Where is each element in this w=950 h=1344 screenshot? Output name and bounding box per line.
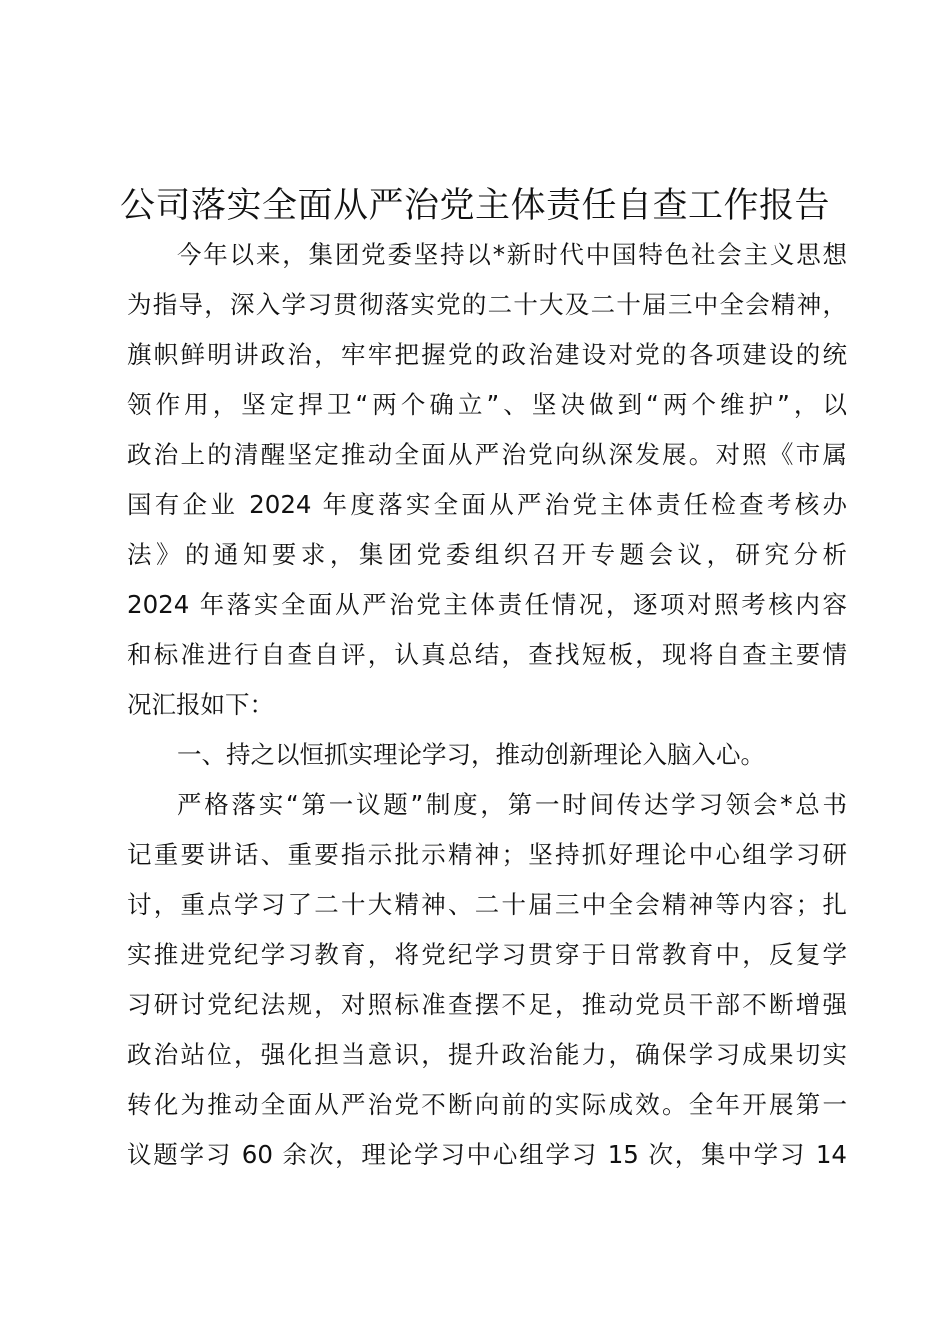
text-line: 实推进党纪学习教育，将党纪学习贯穿于日常教育中，反复学 <box>127 940 847 969</box>
text-line: 政治站位，强化担当意识，提升政治能力，确保学习成果切实 <box>127 1040 847 1069</box>
text-line: 2024 年落实全面从严治党主体责任情况，逐项对照考核内容 <box>127 590 847 619</box>
text-line: 讨，重点学习了二十大精神、二十届三中全会精神等内容；扎 <box>127 890 847 919</box>
text-line: 国有企业 2024 年度落实全面从严治党主体责任检查考核办 <box>127 490 847 519</box>
text-line: 今年以来，集团党委坚持以*新时代中国特色社会主义思想 <box>177 240 847 269</box>
section-heading <box>127 730 847 780</box>
text-line: 严格落实“第一议题”制度，第一时间传达学习领会*总书 <box>177 790 847 819</box>
text-line: 况汇报如下： <box>127 690 274 719</box>
section-heading-text: 一、持之以恒抓实理论学习，推动创新理论入脑入心。 <box>177 740 765 769</box>
text-line: 记重要讲话、重要指示批示精神；坚持抓好理论中心组学习研 <box>127 840 847 869</box>
text-line: 和标准进行自查自评，认真总结，查找短板，现将自查主要情 <box>127 640 847 669</box>
text-line: 议题学习 60 余次，理论学习中心组学习 15 次，集中学习 14 <box>127 1140 847 1169</box>
text-line: 法》的通知要求，集团党委组织召开专题会议，研究分析 <box>127 540 847 569</box>
text-line: 转化为推动全面从严治党不断向前的实际成效。全年开展第一 <box>127 1090 847 1119</box>
text-line: 领作用，坚定捍卫“两个确立”、坚决做到“两个维护”，以 <box>127 390 847 419</box>
document-body <box>127 230 847 1180</box>
paragraph-study <box>127 780 847 1180</box>
document-title: 公司落实全面从严治党主体责任自查工作报告 <box>119 186 830 226</box>
text-line: 政治上的清醒坚定推动全面从严治党向纵深发展。对照《市属 <box>127 440 847 469</box>
text-line: 习研讨党纪法规，对照标准查摆不足，推动党员干部不断增强 <box>127 990 847 1019</box>
paragraph-intro <box>127 230 847 730</box>
text-line: 为指导，深入学习贯彻落实党的二十大及二十届三中全会精神， <box>127 290 847 319</box>
text-line: 旗帜鲜明讲政治，牢牢把握党的政治建设对党的各项建设的统 <box>127 340 847 369</box>
